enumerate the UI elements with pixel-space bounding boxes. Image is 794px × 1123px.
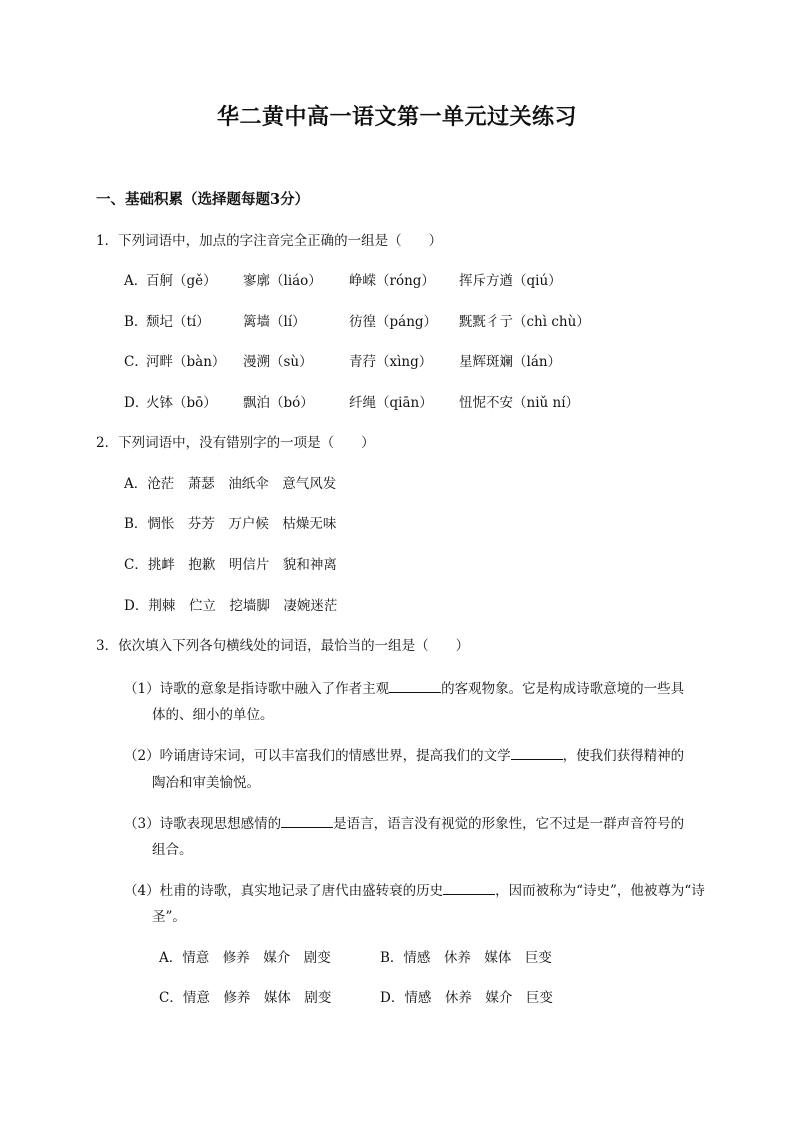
q1-option-c-4: 星辉斑斓（lán） [459,354,562,370]
q1-option-c-3: 青荇（xìng） [349,354,433,370]
q1-option-a-3: 峥嵘（róng） [349,273,435,289]
q1-option-b-1: 颓圮（tí） [146,314,210,330]
q3-s4-part-b: ，因而被称为“诗史”，他被尊为“诗 [495,883,705,899]
fill-blank-3 [281,813,333,828]
q3-option-c: C．情意 修养 媒体 剧变 [159,990,332,1006]
fill-blank-4 [443,880,495,895]
q1-option-c-label: C． [124,354,148,370]
q1-option-a-2: 寥廓（liáo） [243,273,322,289]
q1-option-a-4: 挥斥方遒（qiú） [459,273,562,289]
q1-option-c-2: 漫溯（sù） [243,354,313,370]
q2-option-d: D．荆棘 伫立 挖墙脚 凄婉迷茫 [124,598,338,614]
q3-s4-continuation: 圣”。 [152,909,186,925]
q3-sentence-1 [124,678,684,699]
q3-s2-part-a: （2）吟诵唐诗宋词，可以丰富我们的情感世界，提高我们的文学 [124,748,511,764]
q1-option-b-2: 篱墙（lí） [243,314,306,330]
q2-stem: 2．下列词语中，没有错别字的一项是（ ） [96,435,375,451]
q3-sentence-2 [124,745,684,766]
q3-stem: 3．依次填入下列各句横线处的词语，最恰当的一组是（ ） [96,638,470,654]
q1-option-a-label: A． [124,273,148,289]
fill-blank-2 [511,745,563,760]
q1-option-d-4: 忸怩不安（niǔ ní） [459,395,580,411]
q3-s3-continuation: 组合。 [152,842,193,858]
page-title: 华二黄中高一语文第一单元过关练习 [216,104,577,130]
q3-s2-part-b: ，使我们获得精神的 [562,748,685,764]
q3-s2-continuation: 陶冶和审美愉悦。 [152,775,260,791]
q1-option-a-1: 百舸（gě） [146,273,217,289]
q1-option-b-3: 彷徨（páng） [349,314,438,330]
q3-s3-part-b: 是语言，语言没有视觉的形象性，它不过是一群声音符号的 [333,816,685,832]
q3-s1-part-a: （1）诗歌的意象是指诗歌中融入了作者主观 [124,681,390,697]
q3-option-d: D．情感 休养 媒介 巨变 [380,990,553,1006]
q3-sentence-3 [124,813,684,834]
q3-s4-part-a: （4）杜甫的诗歌，真实地记录了唐代由盛转衰的历史 [124,883,444,899]
q1-option-d-3: 纤绳（qiān） [349,395,433,411]
q1-option-b-4: 黖黖彳亍（chì chù） [459,314,590,330]
fill-blank-1 [389,678,441,693]
q3-s1-continuation: 体的、细小的单位。 [152,707,274,723]
q2-option-c: C．挑衅 抱歉 明信片 貌和神离 [124,557,337,573]
q1-option-c-1: 河畔（bàn） [146,354,226,370]
q1-option-b-label: B． [124,314,148,330]
q1-option-d-2: 飘泊（bó） [243,395,314,411]
q3-s3-part-a: （3）诗歌表现思想感情的 [124,816,282,832]
q3-s1-part-b: 的客观物象。它是构成诗歌意境的一些具 [441,681,685,697]
q3-option-a: A．情意 修养 媒介 剧变 [159,950,331,966]
q1-stem: 1．下列词语中，加点的字注音完全正确的一组是（ ） [96,233,443,249]
q3-option-b: B．情感 休养 媒体 巨变 [380,950,552,966]
q2-option-a: A．沧茫 萧瑟 油纸伞 意气风发 [124,476,337,492]
q1-option-d-1: 火钵（bō） [146,395,217,411]
section-heading: 一、基础积累（选择题每题3分） [96,191,310,208]
q3-sentence-4 [124,880,705,901]
q1-option-d-label: D． [124,395,149,411]
q2-option-b: B．惆怅 芬芳 万户候 枯燥无味 [124,516,337,532]
